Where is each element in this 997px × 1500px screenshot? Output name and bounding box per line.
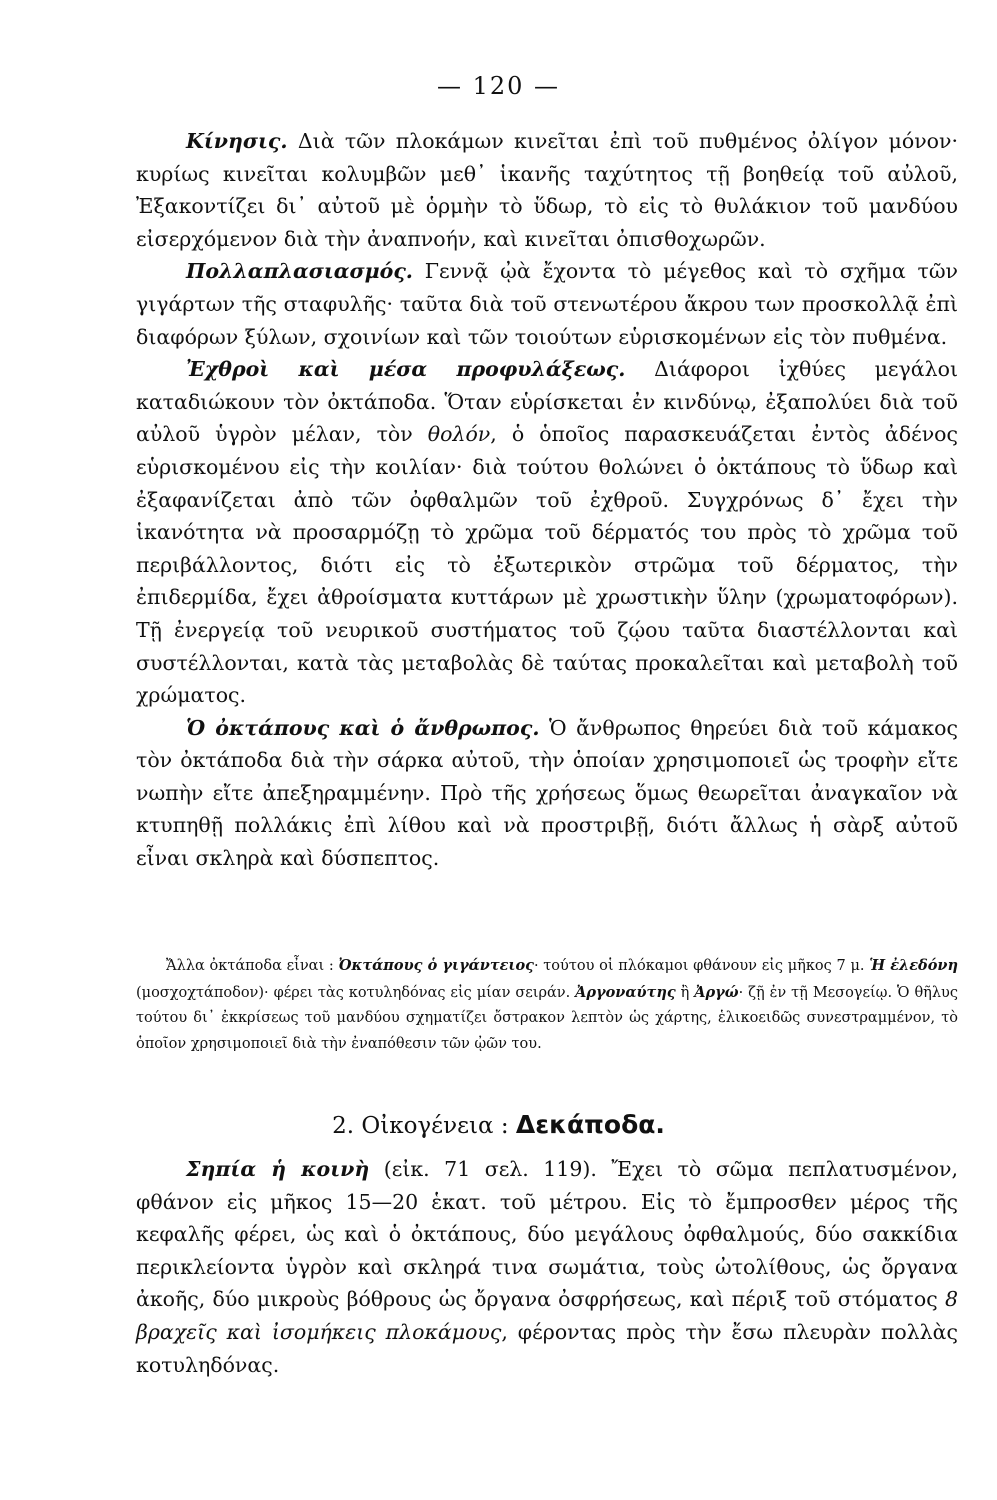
paragraph-term: Ἐχθροὶ καὶ μέσα προφυλάξεως. [186,357,626,382]
footnote-text: ἢ [675,984,695,1001]
paragraph [136,353,958,712]
paragraph-term: Κίνησις. [186,129,288,153]
paragraph [136,712,958,875]
paragraph-text: , ὁ ὁποῖος παρασκευάζεται ἐντὸς ἀδένος εὑρισκομένου εἰς τὴν κοιλίαν· διὰ τούτου θολώνει ὁ ὀκτάπους τὸ ὕδωρ καὶ ἐξαφανίζεται ἀπὸ τῶν ὀφθαλμῶν τοῦ ἐχθροῦ. Συγχρόνως δ᾽ ἔχει τὴν ἱκανότητα νὰ προσαρμόζῃ τὸ χρῶμα τοῦ δέρματός του πρὸς τὸ χρῶμα τοῦ περιβάλλοντος, διότι εἰς τὸ ἐξωτερικὸν στρῶμα τοῦ δέρματος, τὴν ἐπιδερμίδα, ἔχει ἀθροίσματα κυττάρων μὲ χρωστικὴν ὕλην (χρωματοφόρων). Τῇ ἐνεργείᾳ τοῦ νευρικοῦ συστήματος τοῦ ζῴου ταῦτα διαστέλλονται καὶ συστέλλονται, κατὰ τὰς μεταβολὰς δὲ ταύτας προκαλεῖται καὶ μεταβολὴ τοῦ χρώματος. [136,422,958,708]
italic-term: 8 βραχεῖς καὶ ἰσομήκεις πλοκάμους [136,1287,958,1344]
footnote-text: · τούτου οἱ πλόκαμοι φθάνουν εἰς μῆκος 7 μ. [533,958,870,974]
section-text [136,1153,958,1381]
main-text [136,125,958,875]
footnote-text: Ἄλλα ὀκτάποδα εἶναι : [166,958,339,974]
paragraph [136,1153,958,1381]
paragraph [136,125,958,255]
paragraph-text: Διὰ τῶν πλοκάμων κινεῖται ἐπὶ τοῦ πυθμένος ὀλίγον μόνον· κυρίως κινεῖται κολυμβῶν μεθ᾽ ἱκανῆς ταχύτητος τῇ βοηθείᾳ τοῦ αὐλοῦ, Ἐξακοντίζει δι᾽ αὐτοῦ μὲ ὁρμὴν τὸ ὕδωρ, τὸ εἰς τὸ θυλάκιον τοῦ μανδύου εἰσερχόμενον διὰ τὴν ἀναπνοήν, καὶ κινεῖται ὀπισθοχωρῶν. [136,129,958,251]
paragraph-term: Σηπία ἡ κοινὴ [186,1157,370,1181]
paragraph-term: Ὁ ὀκτάπους καὶ ὁ ἄνθρωπος. [186,715,540,740]
paragraph-text: , φέροντας πρὸς τὴν ἔσω πλευρὰν πολλὰς κοτυληδόνας. [136,1319,958,1377]
page-number: — 120 — [436,72,561,100]
paragraph-text: Γεννᾷ ᾠὰ ἔχοντα τὸ μέγεθος καὶ τὸ σχῆμα τῶν γιγάρτων τῆς σταφυλῆς· ταῦτα διὰ τοῦ στενωτέρου ἄκρου των προσκολλᾷ ἐπὶ διαφόρων ξύλων, σχοινίων καὶ τῶν τοιούτων εὑρισκομένων εἰς τὸν πυθμένα. [136,259,958,349]
footnote-text: (μοσχοχτάποδον)· φέρει τὰς κοτυληδόνας εἰς μίαν σειράν. [136,984,576,1001]
section-prefix: 2. Οἰκογένεια : [332,1113,516,1139]
footnote [136,953,958,1057]
footnote-block [136,953,958,1057]
paragraph [136,255,958,353]
paragraph-text: Ὁ ἄνθρωπος θηρεύει διὰ τοῦ κάμακος τὸν ὀκτάποδα διὰ τὴν σάρκα αὐτοῦ, τὴν ὁποίαν χρησιμοποιεῖ ὡς τροφὴν εἴτε νωπὴν εἴτε ἀπεξηραμμένην. Πρὸ τῆς χρήσεως ὅμως θεωρεῖται ἀναγκαῖον νὰ κτυπηθῇ πολλάκις ἐπὶ λίθου καὶ νὰ προστριβῇ, διότι ἄλλως ἡ σὰρξ αὐτοῦ εἶναι σκληρὰ καὶ δύσπεπτος. [136,715,958,871]
footnote-term: Ἀργώ [694,983,739,1001]
footnote-text: · ζῇ ἐν τῇ Μεσογείῳ. Ὁ θῆλυς τούτου δι᾽ ἐκκρίσεως τοῦ μανδύου σχηματίζει ὄστρακον λεπτὸν ὡς χάρτης, ἑλικοειδῶς συνεστραμμένον, τὸ ὁποῖον χρησιμοποιεῖ διὰ τὴν ἐναπόθεσιν τῶν ᾠῶν του. [136,984,958,1052]
footnote-term: Ἡ ἐλεδόνη [869,957,958,974]
paragraph-term: Πολλαπλασιασμός. [186,259,413,284]
footnote-term: Ὀκτάπους ὁ γιγάντειος [338,957,534,974]
paragraph-text: Διάφοροι ἰχθύες μεγάλοι καταδιώκουν τὸν ὀκτάποδα. Ὅταν εὑρίσκεται ἐν κινδύνῳ, ἐξαπολύει διὰ τοῦ αὐλοῦ ὑγρὸν μέλαν, τὸν [136,357,959,447]
italic-term: θολόν [427,422,491,447]
paragraph-text: (εἰκ. 71 σελ. 119). Ἔχει τὸ σῶμα πεπλατυσμένον, φθάνον εἰς μῆκος 15—20 ἑκατ. τοῦ μέτρου. Εἰς τὸ ἔμπροσθεν μέρος τῆς κεφαλῆς φέρει, ὡς καὶ ὁ ὀκτάπους, δύο μεγάλους ὀφθαλμούς, δύο σακκίδια περικλείοντα ὑγρὸν καὶ σκληρά τινα σωμάτια, τοὺς ὠτολίθους, ὡς ὄργανα ἀκοῆς, δύο μικροὺς βόθρους ὡς ὄργανα ὀσφρήσεως, καὶ πέριξ τοῦ στόματος [136,1157,958,1312]
footnote-term: Ἀργοναύτης [575,983,676,1001]
section-heading [0,1110,997,1139]
section-name: Δεκάποδα. [515,1110,665,1139]
